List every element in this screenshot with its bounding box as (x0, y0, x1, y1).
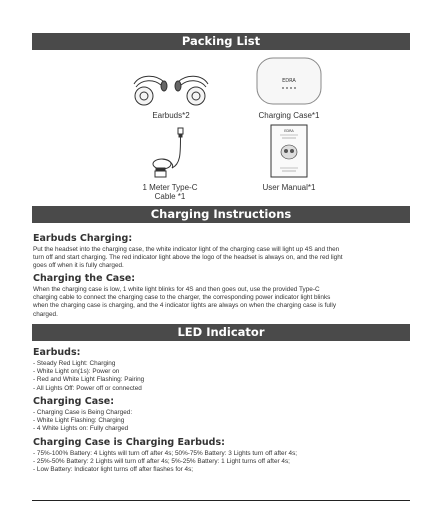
charging-case-illustration (256, 57, 322, 105)
text-line: when the charging case is charging, and the 4 indicator lights are always on when the charging case is fully (33, 302, 337, 310)
text-line: charged. (33, 310, 58, 318)
charging-case-heading: Charging the Case: (33, 273, 136, 284)
text-line: When the charging case is low, 1 white light blinks for 4S and then goes out, use the provided Type-C (33, 286, 320, 293)
led-charging-case-list (33, 409, 409, 434)
earbuds-charging-heading: Earbuds Charging: (33, 233, 133, 244)
list-item: - All Lights Off: Power off or connected (33, 384, 142, 392)
cable-caption-line1: 1 Meter Type-C (142, 183, 198, 192)
list-item: - Red and White Light Flashing: Pairing (33, 376, 145, 384)
charging-case-text (33, 286, 409, 319)
text-line: charging cable to connect the charging case to the charger, the corresponding power indicator light blinks (33, 294, 331, 302)
user-manual-caption: User Manual*1 (262, 183, 316, 192)
text-line: turn off and start charging. The red indicator light above the logo of the headset is always on, and the red light (33, 254, 343, 262)
text-line: goes off when it is fully charged. (33, 262, 124, 270)
earbuds-illustration (130, 70, 212, 110)
led-earbuds-heading: Earbuds: (33, 347, 81, 358)
led-indicator-header: LED Indicator (32, 324, 410, 341)
list-item: - 25%-50% Battery: 2 Lights will turn off after 4s; 5%-25% Battery: 1 Light turns off after 4s; (33, 458, 290, 466)
bottom-divider (32, 500, 410, 501)
charging-instructions-header: Charging Instructions (32, 206, 410, 223)
list-item: - Low Battery: Indicator light turns off after flashes for 4s; (33, 466, 194, 474)
led-charging-case-heading: Charging Case: (33, 396, 115, 407)
led-earbuds-list (33, 360, 409, 393)
manual-brand-logo: EDRA (284, 129, 294, 133)
led-case-charging-earbuds-list (33, 450, 409, 475)
cable-illustration (150, 124, 190, 180)
list-item: - White Light on(1s): Power on (33, 368, 120, 376)
charging-case-caption: Charging Case*1 (258, 111, 320, 120)
case-brand-logo: EDRA (282, 78, 296, 84)
list-item: - White Light Flashing: Charging (33, 417, 125, 425)
list-item: - Charging Case is Being Charged: (33, 409, 133, 416)
list-item: - Steady Red Light: Charging (33, 360, 116, 367)
list-item: - 4 White Lights on: Fully charged (33, 425, 129, 433)
list-item: - 75%-100% Battery: 4 Lights will turn off after 4s; 50%-75% Battery: 3 Lights turn off after 4s; (33, 450, 298, 457)
earbuds-charging-text (33, 246, 409, 271)
user-manual-illustration (270, 124, 308, 178)
packing-list-header: Packing List (32, 33, 410, 50)
led-case-charging-earbuds-heading: Charging Case is Charging Earbuds: (33, 437, 225, 448)
earbuds-caption: Earbuds*2 (152, 111, 190, 120)
text-line: Put the headset into the charging case, the white indicator light of the charging case will light up 4S and then (33, 246, 340, 253)
cable-caption-line2: Cable *1 (154, 192, 186, 201)
